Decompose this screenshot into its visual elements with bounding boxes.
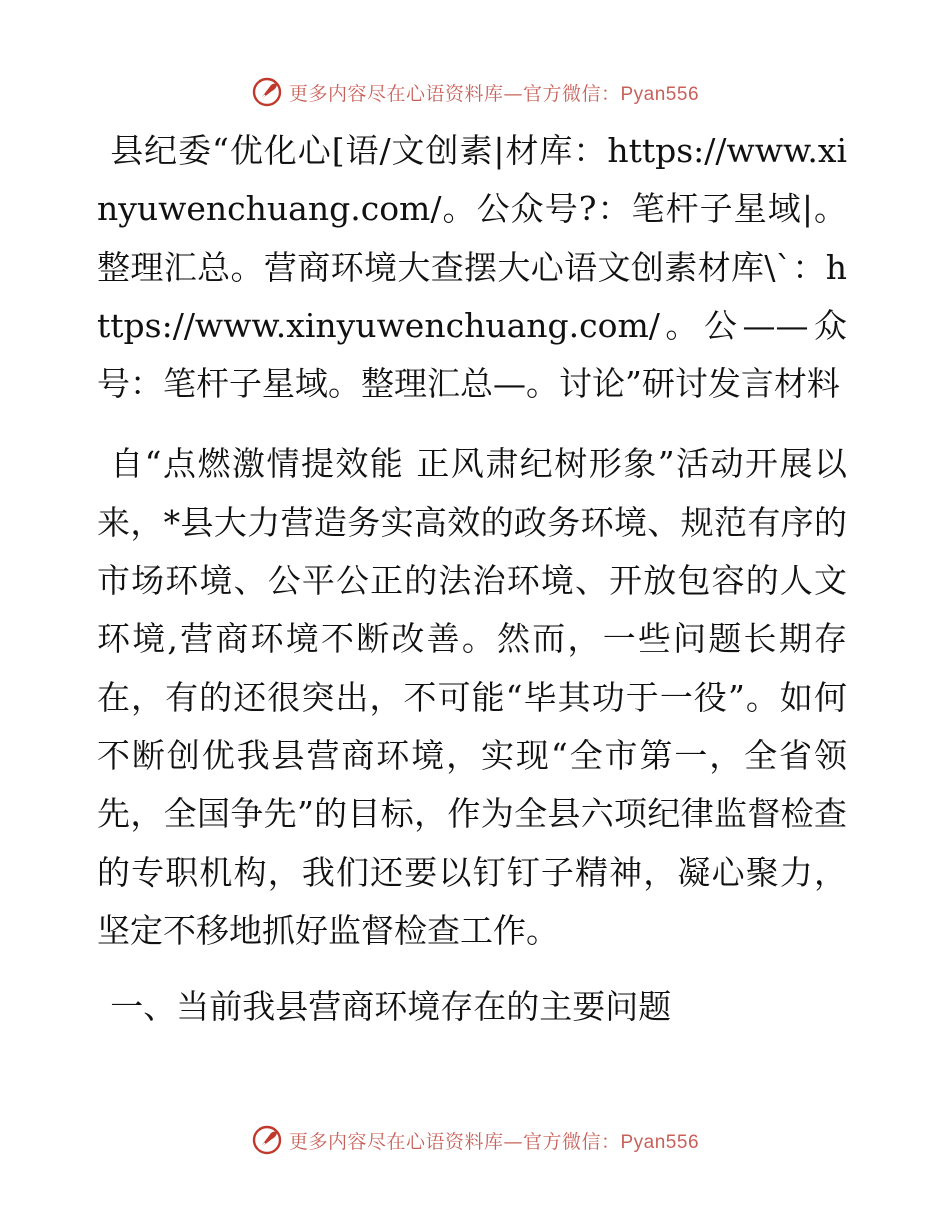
quill-pen-circle-icon bbox=[251, 76, 283, 108]
title-paragraph: 县纪委“优化心[语/文创素|材库：https://www.xinyuwenchuang.com/。公众号?：笔杆子星域|。整理汇总。营商环境大查摆大心语文创素材库\`：https://www.xinyuwenchuang.com/。公——众号：笔杆子星域。整理汇总—。讨论”研讨发言材料 bbox=[97, 131, 847, 404]
watermark-header bbox=[0, 72, 950, 112]
body-paragraph: 自“点燃激情提效能 正风肃纪树形象”活动开展以来，*县大力营造务实高效的政务环境、规范有序的市场环境、公平公正的法治环境、开放包容的人文环境,营商环境不断改善。然而，一些问题长期存在，有的还很突出，不可能“毕其功于一役”。如何不断创优我县营商环境，实现“全市第一，全省领先，全国争先”的目标，作为全县六项纪律监督检查的专职机构，我们还要以钉钉子精神，凝心聚力，坚定不移地抓好监督检查工作。 bbox=[97, 444, 847, 950]
watermark-handle: Pyan556 bbox=[620, 1131, 700, 1153]
watermark-text: 更多内容尽在心语资料库—官方微信：Pyan556 bbox=[288, 82, 700, 105]
document-body bbox=[97, 122, 847, 1036]
quill-pen-circle-icon bbox=[251, 1124, 283, 1156]
watermark-footer bbox=[0, 1120, 950, 1160]
section-heading: 一、当前我县营商环境存在的主要问题 bbox=[110, 987, 672, 1027]
watermark-text: 更多内容尽在心语资料库—官方微信：Pyan556 bbox=[288, 1130, 700, 1153]
watermark-handle: Pyan556 bbox=[620, 83, 700, 105]
